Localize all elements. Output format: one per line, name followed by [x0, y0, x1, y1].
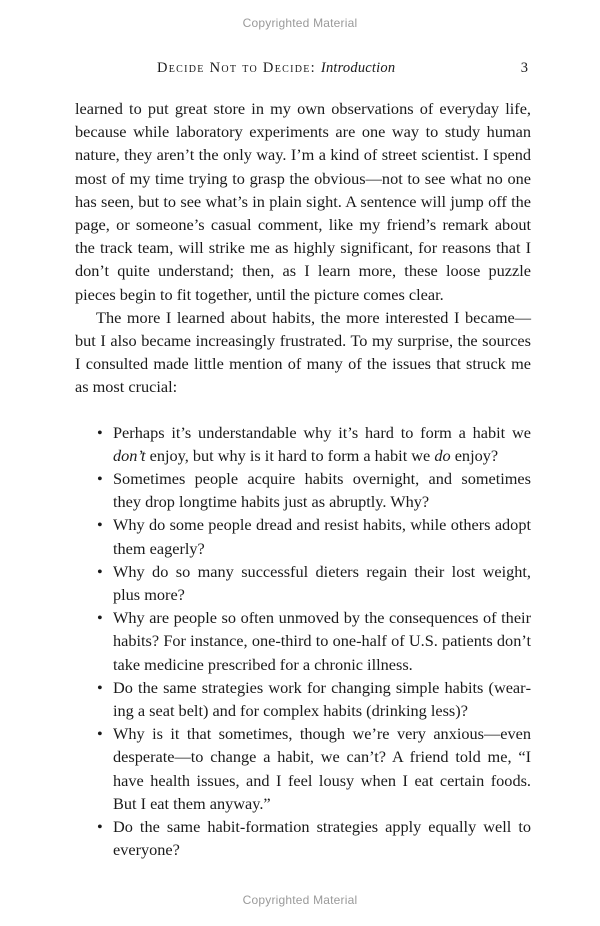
page-number: 3 — [520, 60, 528, 76]
list-item — [75, 513, 531, 559]
list-item — [75, 676, 531, 722]
bullet-glyph: • — [97, 677, 103, 697]
list-item — [75, 421, 531, 467]
list-item-text: Why are people so often unmoved by the consequences of their habits? For instance, one-third to one-half of U.S. patients don’t take medicine prescribed for a chronic illness. — [113, 608, 531, 674]
list-item — [75, 560, 531, 606]
running-head-title — [157, 60, 395, 77]
running-head — [75, 60, 530, 80]
list-item-text: Why do so many successful dieters regain their lost weight, plus more? — [113, 561, 531, 605]
list-item-emphasis: don’t — [113, 445, 146, 465]
bullet-glyph: • — [97, 515, 103, 535]
paragraph-2: The more I learned about habits, the more interested I became—but I also became increasingly frustrated. To my surprise, the sources I consulted made little mention of many of the issues that struck me as most crucial: — [75, 307, 531, 397]
list-item — [75, 467, 531, 513]
list-item-text: Why do some people dread and resist habits, while others adopt them eagerly? — [113, 515, 531, 558]
running-head-chapter: Decide Not to Decide: — [157, 60, 316, 76]
list-item-text: enjoy, but why is it hard to form a habit we — [145, 445, 435, 465]
paragraph-1: learned to put great store in my own observations of everyday life, because while laboratory experiments are one way to study human nature, they aren’t the only way. I’m a kind of street scientist. I spend most of my time trying to grasp the obvious—not to see what no one has seen, but to see what’s in plain sight. A sentence will jump off the page, or someone’s casual comment, like my friend’s remark about the track team, will strike me as highly significant, for reasons that I don’t quite understand; then, as I learn more, these loose puzzle pieces begin to fit together, until the picture comes clear. — [75, 99, 531, 304]
bullet-glyph: • — [97, 608, 103, 628]
watermark-bottom: Copyrighted Material — [242, 893, 358, 907]
list-item-emphasis: do — [434, 445, 451, 465]
list-item-text: Do the same habit-formation strategies apply equally well to everyone? — [113, 817, 531, 860]
list-item-text: Perhaps it’s understandable why it’s hard to form a habit we — [113, 422, 531, 442]
bullet-glyph: • — [97, 422, 103, 442]
bullet-glyph: • — [97, 469, 103, 489]
running-head-subtitle: Introduction — [320, 60, 396, 76]
list-item-text: Do the same strategies work for changing simple habits (wearing a seat belt) and for complex habits (drinking less)? — [113, 677, 531, 721]
list-item-text: Sometimes people acquire habits overnight, and sometimes they drop longtime habits just as abruptly. Why? — [113, 469, 531, 512]
list-item — [75, 606, 531, 676]
bullet-glyph: • — [97, 817, 103, 837]
question-list — [75, 421, 531, 862]
watermark-top: Copyrighted Material — [242, 16, 358, 30]
list-item — [75, 722, 531, 815]
bullet-glyph: • — [97, 561, 103, 581]
list-item-text: Why is it that sometimes, though we’re very anxious—even desperate—to change a habit, we can’t? A friend told me, “I have health issues, and I feel lousy when I eat certain foods. But I eat them anyway.” — [113, 724, 531, 813]
bullet-glyph: • — [97, 724, 103, 744]
list-item-text: enjoy? — [450, 445, 499, 465]
body-text — [75, 97, 531, 862]
list-item — [75, 815, 531, 861]
